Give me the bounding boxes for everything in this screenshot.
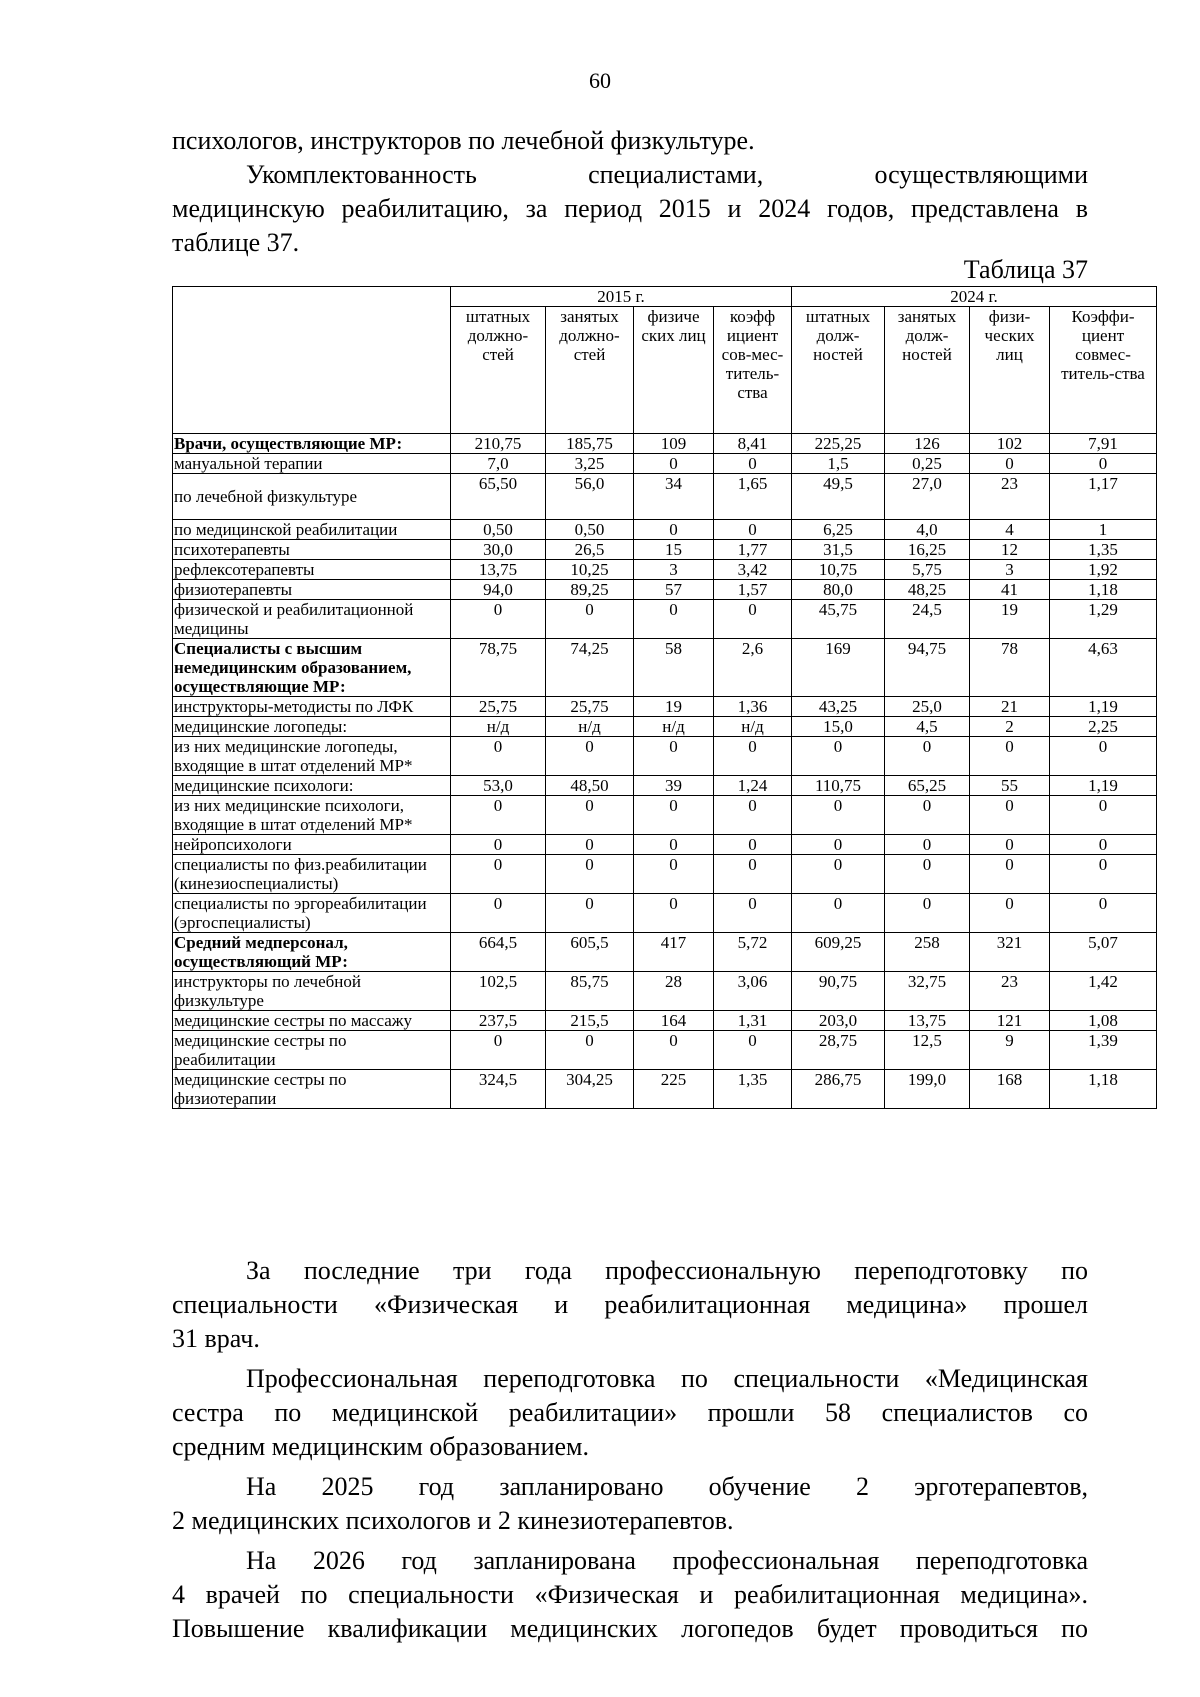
table-row <box>173 1011 1157 1031</box>
cell-value: н/д <box>714 717 792 737</box>
cell-value: 56,0 <box>546 474 634 520</box>
cell-value: 0 <box>546 835 634 855</box>
cell-value: 0 <box>714 835 792 855</box>
cell-value: 168 <box>970 1070 1050 1109</box>
cell-value: 4,5 <box>885 717 970 737</box>
cell-value: 10,25 <box>546 560 634 580</box>
row-label: Специалисты с высшим немедицинским образованием, осуществляющие МР: <box>173 639 451 697</box>
cell-value: 110,75 <box>792 776 885 796</box>
cell-value: 30,0 <box>451 540 546 560</box>
paragraph-plan-2026-line3: Повышение квалификации медицинских логопедов будет проводиться по <box>172 1614 1088 1643</box>
cell-value: 0 <box>451 600 546 639</box>
cell-value: 0 <box>970 737 1050 776</box>
cell-value: н/д <box>634 717 714 737</box>
paragraph-retraining-nurses-line3: средним медицинским образованием. <box>172 1432 590 1461</box>
cell-value: 65,25 <box>885 776 970 796</box>
cell-value: 0 <box>714 855 792 894</box>
cell-value: 65,50 <box>451 474 546 520</box>
cell-value: 109 <box>634 434 714 454</box>
cell-value: 664,5 <box>451 933 546 972</box>
cell-value: 13,75 <box>451 560 546 580</box>
cell-value: 2,25 <box>1050 717 1157 737</box>
row-label: инструкторы по лечебной физкультуре <box>173 972 451 1011</box>
cell-value: 321 <box>970 933 1050 972</box>
cell-value: 258 <box>885 933 970 972</box>
cell-value: 0,50 <box>451 520 546 540</box>
subheader-2024-3: Коэффи-циент совмес-титель-ства <box>1050 307 1157 434</box>
cell-value: 203,0 <box>792 1011 885 1031</box>
row-label: Средний медперсонал, осуществляющий МР: <box>173 933 451 972</box>
table-caption: Таблица 37 <box>963 255 1088 284</box>
row-label: психотерапевты <box>173 540 451 560</box>
row-label: мануальной терапии <box>173 454 451 474</box>
cell-value: 210,75 <box>451 434 546 454</box>
cell-value: 48,25 <box>885 580 970 600</box>
cell-value: 1,39 <box>1050 1031 1157 1070</box>
cell-value: 0 <box>1050 454 1157 474</box>
cell-value: 10,75 <box>792 560 885 580</box>
cell-value: 0 <box>792 894 885 933</box>
paragraph-plan-2026-line2: 4 врачей по специальности «Физическая и реабилитационная медицина». <box>172 1580 1088 1609</box>
cell-value: 1,65 <box>714 474 792 520</box>
row-label: нейропсихологи <box>173 835 451 855</box>
cell-value: 121 <box>970 1011 1050 1031</box>
cell-value: 0 <box>1050 737 1157 776</box>
subheader-2015-2: физиче ских лиц <box>634 307 714 434</box>
cell-value: 225,25 <box>792 434 885 454</box>
table-row <box>173 737 1157 776</box>
year-2015-header: 2015 г. <box>451 287 792 307</box>
intro-paragraph-first-line: Укомплектованность специалистами, осуществляющими <box>246 160 1088 189</box>
row-label: медицинские логопеды: <box>173 717 451 737</box>
cell-value: 49,5 <box>792 474 885 520</box>
cell-value: 0 <box>634 454 714 474</box>
cell-value: 12 <box>970 540 1050 560</box>
cell-value: 1,35 <box>714 1070 792 1109</box>
table-row <box>173 1070 1157 1109</box>
cell-value: 80,0 <box>792 580 885 600</box>
cell-value: 0 <box>634 894 714 933</box>
cell-value: 32,75 <box>885 972 970 1011</box>
cell-value: 1,36 <box>714 697 792 717</box>
cell-value: 3 <box>970 560 1050 580</box>
cell-value: 605,5 <box>546 933 634 972</box>
cell-value: 0 <box>451 855 546 894</box>
paragraph-retraining-doctors-line2: специальности «Физическая и реабилитационная медицина» прошел <box>172 1290 1088 1319</box>
year-2024-header: 2024 г. <box>792 287 1157 307</box>
row-label: специалисты по физ.реабилитации (кинезиоспециалисты) <box>173 855 451 894</box>
cell-value: 0 <box>451 894 546 933</box>
cell-value: 1,57 <box>714 580 792 600</box>
intro-line: психологов, инструкторов по лечебной физкультуре. <box>172 126 755 155</box>
cell-value: 1,18 <box>1050 580 1157 600</box>
cell-value: 4,0 <box>885 520 970 540</box>
cell-value: 0 <box>792 737 885 776</box>
cell-value: 43,25 <box>792 697 885 717</box>
paragraph-retraining-nurses-line1: Профессиональная переподготовка по специальности «Медицинская <box>246 1364 1088 1393</box>
cell-value: 57 <box>634 580 714 600</box>
row-label: специалисты по эргореабилитации (эргоспециалисты) <box>173 894 451 933</box>
cell-value: 1,92 <box>1050 560 1157 580</box>
paragraph-retraining-doctors-line3: 31 врач. <box>172 1324 260 1353</box>
subheader-2024-2: физи-ческих лиц <box>970 307 1050 434</box>
table-row <box>173 600 1157 639</box>
cell-value: 1,35 <box>1050 540 1157 560</box>
cell-value: 74,25 <box>546 639 634 697</box>
cell-value: 0 <box>546 737 634 776</box>
cell-value: 4 <box>970 520 1050 540</box>
cell-value: 19 <box>970 600 1050 639</box>
cell-value: 5,72 <box>714 933 792 972</box>
cell-value: 5,75 <box>885 560 970 580</box>
cell-value: н/д <box>546 717 634 737</box>
cell-value: 1,24 <box>714 776 792 796</box>
row-label: медицинские сестры по массажу <box>173 1011 451 1031</box>
row-label: из них медицинские психологи, входящие в штат отделений МР* <box>173 796 451 835</box>
cell-value: н/д <box>451 717 546 737</box>
cell-value: 0 <box>885 737 970 776</box>
cell-value: 12,5 <box>885 1031 970 1070</box>
cell-value: 3,42 <box>714 560 792 580</box>
cell-value: 126 <box>885 434 970 454</box>
cell-value: 1,18 <box>1050 1070 1157 1109</box>
cell-value: 0 <box>970 894 1050 933</box>
intro-paragraph-rest: медицинскую реабилитацию, за период 2015 и 2024 годов, представлена в таблице 37. <box>172 194 1088 257</box>
row-label: рефлексотерапевты <box>173 560 451 580</box>
page-number: 60 <box>589 68 611 93</box>
cell-value: 1,17 <box>1050 474 1157 520</box>
cell-value: 324,5 <box>451 1070 546 1109</box>
cell-value: 0 <box>970 855 1050 894</box>
cell-value: 19 <box>634 697 714 717</box>
cell-value: 164 <box>634 1011 714 1031</box>
cell-value: 90,75 <box>792 972 885 1011</box>
cell-value: 304,25 <box>546 1070 634 1109</box>
cell-value: 102 <box>970 434 1050 454</box>
cell-value: 0 <box>885 835 970 855</box>
cell-value: 0 <box>451 835 546 855</box>
subheader-2024-1: занятых долж-ностей <box>885 307 970 434</box>
paragraph-plan-2025-line1: На 2025 год запланировано обучение 2 эрготерапевтов, <box>246 1472 1088 1501</box>
cell-value: 0 <box>714 520 792 540</box>
paragraph-retraining-doctors-line1: За последние три года профессиональную переподготовку по <box>246 1256 1088 1285</box>
cell-value: 13,75 <box>885 1011 970 1031</box>
cell-value: 25,0 <box>885 697 970 717</box>
cell-value: 0 <box>714 1031 792 1070</box>
table-row <box>173 776 1157 796</box>
cell-value: 0 <box>885 894 970 933</box>
row-label: из них медицинские логопеды, входящие в штат отделений МР* <box>173 737 451 776</box>
cell-value: 55 <box>970 776 1050 796</box>
cell-value: 0 <box>451 796 546 835</box>
cell-value: 15,0 <box>792 717 885 737</box>
cell-value: 4,63 <box>1050 639 1157 697</box>
cell-value: 0 <box>714 600 792 639</box>
cell-value: 21 <box>970 697 1050 717</box>
cell-value: 0 <box>714 796 792 835</box>
cell-value: 31,5 <box>792 540 885 560</box>
table-row <box>173 434 1157 454</box>
staffing-table <box>172 286 1157 1109</box>
cell-value: 0 <box>714 894 792 933</box>
row-label: инструкторы-методисты по ЛФК <box>173 697 451 717</box>
cell-value: 85,75 <box>546 972 634 1011</box>
cell-value: 5,07 <box>1050 933 1157 972</box>
cell-value: 0 <box>970 454 1050 474</box>
cell-value: 185,75 <box>546 434 634 454</box>
cell-value: 1,31 <box>714 1011 792 1031</box>
cell-value: 0 <box>634 835 714 855</box>
cell-value: 2 <box>970 717 1050 737</box>
cell-value: 0,50 <box>546 520 634 540</box>
cell-value: 23 <box>970 474 1050 520</box>
table-row <box>173 520 1157 540</box>
cell-value: 0 <box>970 796 1050 835</box>
subheader-2024-0: штатных долж-ностей <box>792 307 885 434</box>
cell-value: 0 <box>546 855 634 894</box>
cell-value: 0 <box>792 835 885 855</box>
cell-value: 94,75 <box>885 639 970 697</box>
cell-value: 0 <box>714 454 792 474</box>
cell-value: 0 <box>546 1031 634 1070</box>
cell-value: 41 <box>970 580 1050 600</box>
cell-value: 78 <box>970 639 1050 697</box>
cell-value: 0 <box>451 1031 546 1070</box>
table-row <box>173 474 1157 520</box>
cell-value: 2,6 <box>714 639 792 697</box>
cell-value: 6,25 <box>792 520 885 540</box>
table-row <box>173 1031 1157 1070</box>
cell-value: 25,75 <box>546 697 634 717</box>
cell-value: 0 <box>885 855 970 894</box>
cell-value: 0 <box>634 737 714 776</box>
cell-value: 3,06 <box>714 972 792 1011</box>
cell-value: 1,29 <box>1050 600 1157 639</box>
cell-value: 0,25 <box>885 454 970 474</box>
subheader-2015-1: занятых должно-стей <box>546 307 634 434</box>
cell-value: 0 <box>885 796 970 835</box>
cell-value: 94,0 <box>451 580 546 600</box>
cell-value: 3 <box>634 560 714 580</box>
cell-value: 0 <box>1050 835 1157 855</box>
cell-value: 16,25 <box>885 540 970 560</box>
cell-value: 78,75 <box>451 639 546 697</box>
cell-value: 8,41 <box>714 434 792 454</box>
cell-value: 0 <box>792 855 885 894</box>
cell-value: 7,91 <box>1050 434 1157 454</box>
cell-value: 26,5 <box>546 540 634 560</box>
cell-value: 237,5 <box>451 1011 546 1031</box>
cell-value: 0 <box>1050 894 1157 933</box>
cell-value: 1 <box>1050 520 1157 540</box>
cell-value: 0 <box>1050 855 1157 894</box>
table-row <box>173 454 1157 474</box>
cell-value: 199,0 <box>885 1070 970 1109</box>
paragraph-plan-2025-line2: 2 медицинских психологов и 2 кинезиотерапевтов. <box>172 1506 734 1535</box>
cell-value: 0 <box>451 737 546 776</box>
cell-value: 225 <box>634 1070 714 1109</box>
table-row <box>173 580 1157 600</box>
table-row <box>173 560 1157 580</box>
cell-value: 102,5 <box>451 972 546 1011</box>
cell-value: 39 <box>634 776 714 796</box>
cell-value: 0 <box>546 796 634 835</box>
cell-value: 0 <box>634 796 714 835</box>
cell-value: 286,75 <box>792 1070 885 1109</box>
table-row <box>173 835 1157 855</box>
subheader-2015-0: штатных должно-стей <box>451 307 546 434</box>
cell-value: 27,0 <box>885 474 970 520</box>
row-label: физической и реабилитационной медицины <box>173 600 451 639</box>
table-year-header-row <box>173 287 1157 307</box>
cell-value: 0 <box>634 600 714 639</box>
row-label: по медицинской реабилитации <box>173 520 451 540</box>
row-label: по лечебной физкультуре <box>173 474 451 520</box>
cell-value: 89,25 <box>546 580 634 600</box>
row-label: Врачи, осуществляющие МР: <box>173 434 451 454</box>
table-row <box>173 972 1157 1011</box>
paragraph-plan-2026-line1: На 2026 год запланирована профессиональная переподготовка <box>246 1546 1088 1575</box>
table-row <box>173 639 1157 697</box>
table-row <box>173 933 1157 972</box>
cell-value: 0 <box>634 520 714 540</box>
table-row <box>173 717 1157 737</box>
cell-value: 3,25 <box>546 454 634 474</box>
cell-value: 1,08 <box>1050 1011 1157 1031</box>
cell-value: 609,25 <box>792 933 885 972</box>
cell-value: 15 <box>634 540 714 560</box>
table-row <box>173 540 1157 560</box>
cell-value: 25,75 <box>451 697 546 717</box>
paragraph-retraining-nurses-line2: сестра по медицинской реабилитации» прошли 58 специалистов со <box>172 1398 1088 1427</box>
cell-value: 1,19 <box>1050 776 1157 796</box>
cell-value: 0 <box>1050 796 1157 835</box>
cell-value: 53,0 <box>451 776 546 796</box>
cell-value: 215,5 <box>546 1011 634 1031</box>
cell-value: 0 <box>634 1031 714 1070</box>
row-label: медицинские психологи: <box>173 776 451 796</box>
cell-value: 48,50 <box>546 776 634 796</box>
cell-value: 1,77 <box>714 540 792 560</box>
cell-value: 1,5 <box>792 454 885 474</box>
cell-value: 24,5 <box>885 600 970 639</box>
subheader-2015-3: коэфф ициент сов-мес-титель-ства <box>714 307 792 434</box>
cell-value: 23 <box>970 972 1050 1011</box>
row-label: физиотерапевты <box>173 580 451 600</box>
cell-value: 0 <box>970 835 1050 855</box>
table-row <box>173 855 1157 894</box>
cell-value: 169 <box>792 639 885 697</box>
table-row <box>173 697 1157 717</box>
cell-value: 0 <box>634 855 714 894</box>
cell-value: 34 <box>634 474 714 520</box>
row-label: медицинские сестры по реабилитации <box>173 1031 451 1070</box>
cell-value: 0 <box>792 796 885 835</box>
table-row <box>173 894 1157 933</box>
row-label: медицинские сестры по физиотерапии <box>173 1070 451 1109</box>
cell-value: 1,42 <box>1050 972 1157 1011</box>
cell-value: 417 <box>634 933 714 972</box>
cell-value: 1,19 <box>1050 697 1157 717</box>
cell-value: 45,75 <box>792 600 885 639</box>
cell-value: 58 <box>634 639 714 697</box>
cell-value: 7,0 <box>451 454 546 474</box>
table-row <box>173 796 1157 835</box>
table-corner-cell <box>173 287 451 434</box>
cell-value: 0 <box>714 737 792 776</box>
cell-value: 0 <box>546 600 634 639</box>
cell-value: 0 <box>546 894 634 933</box>
cell-value: 28,75 <box>792 1031 885 1070</box>
cell-value: 28 <box>634 972 714 1011</box>
cell-value: 9 <box>970 1031 1050 1070</box>
